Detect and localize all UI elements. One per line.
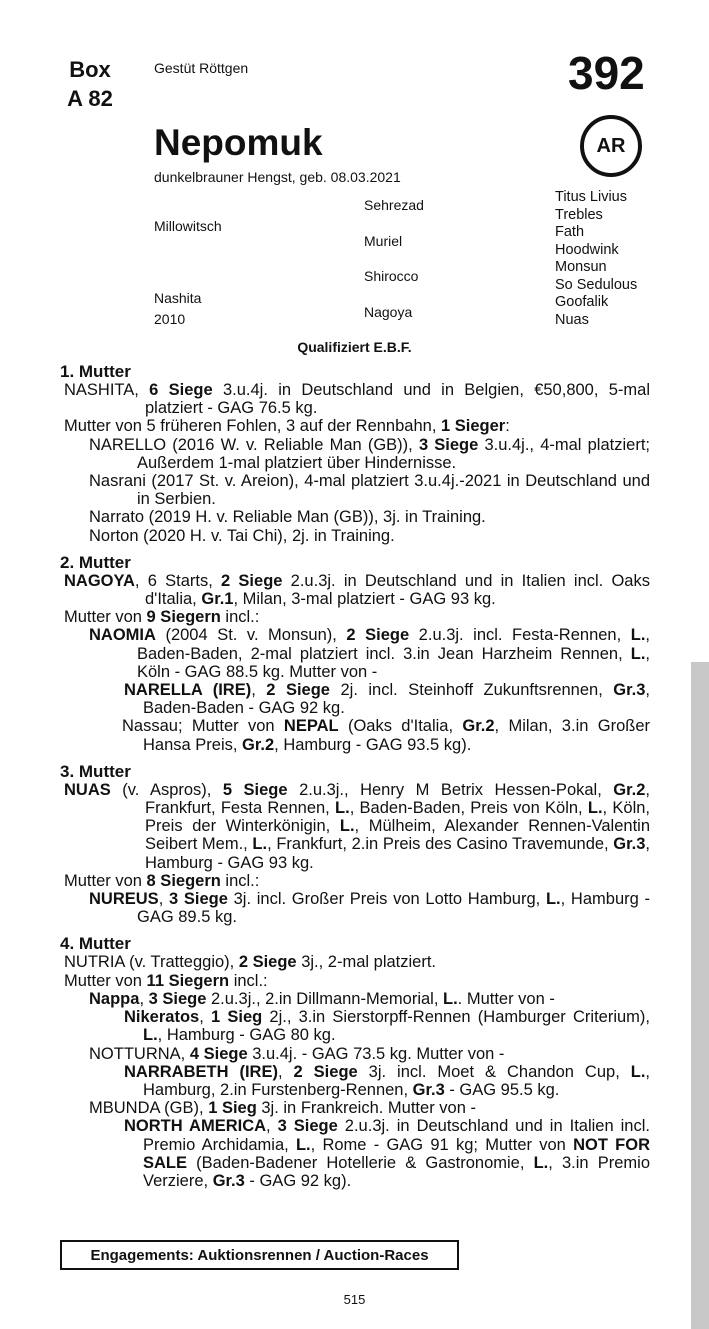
entry: MBUNDA (GB), 1 Sieg 3j. in Frankreich. Mutter von - — [89, 1099, 476, 1118]
ar-badge-icon — [580, 115, 642, 177]
engagements-box — [60, 1240, 459, 1270]
pedigree-gen2-item: Muriel — [364, 233, 403, 249]
entry: Mutter von 8 Siegern incl.: — [64, 871, 260, 890]
pedigree-gen3-item: Titus Livius — [555, 189, 627, 205]
entry: Nassau; Mutter von NEPAL (Oaks d'Italia, Gr.2, Milan, 3.in Großer Hansa Preis, Gr.2, Hamburg - GAG 93.5 kg). — [122, 717, 651, 754]
section-title: 2. Mutter — [60, 552, 131, 572]
pedigree-gen2-item: Nagoya — [364, 304, 413, 320]
ar-badge-label: AR — [596, 134, 626, 157]
pedigree-gen3 — [555, 189, 637, 329]
pedigree-gen3-item: Monsun — [555, 259, 607, 275]
entry: NAOMIA (2004 St. v. Monsun), 2 Siege 2.u.3j. incl. Festa-Rennen, L., Baden-Baden, 2-mal platziert incl. 3.in Jean Harzheim Rennen, L., Köln - GAG 88.5 kg. Mutter von - — [89, 626, 650, 681]
section-title: 1. Mutter — [60, 362, 131, 381]
entry: NAGOYA, 6 Starts, 2 Siege 2.u.3j. in Deutschland und in Italien incl. Oaks d'Italia, Gr.1, Milan, 3-mal platziert - GAG 93 kg. — [64, 571, 650, 609]
pedigree-dam: Nashita — [154, 290, 202, 306]
pedigree-gen3-item: Nuas — [555, 311, 589, 328]
section-title: 4. Mutter — [60, 934, 131, 954]
entry: NARELLO (2016 W. v. Reliable Man (GB)), 3 Siege 3.u.4j., 4-mal platziert; Außerdem 1-mal platziert über Hindernisse. — [89, 435, 650, 472]
section-first-dam — [60, 362, 650, 545]
entry: NORTH AMERICA, 3 Siege 2.u.3j. in Deutschland und in Italien incl. Premio Archidamia, L., Rome - GAG 91 kg; Mutter von NOT FOR SALE (Baden-Badener Hotellerie & Gastronomie, L., 3.in Premio Verziere, Gr.3 - GAG 92 kg). — [124, 1117, 650, 1190]
pedigree-gen2-item: Shirocco — [364, 268, 419, 284]
entry: Narrato (2019 H. v. Reliable Man (GB)), 3j. in Training. — [89, 508, 486, 527]
pedigree-gen3-item: So Sedulous — [555, 276, 638, 293]
stud-name: Gestüt Röttgen — [154, 60, 249, 76]
pedigree-gen3-item: Trebles — [555, 206, 603, 223]
scrollbar[interactable] — [691, 662, 709, 1329]
entry: Nikeratos, 1 Sieg 2j., 3.in Sierstorpff-Rennen (Hamburger Criterium), L., Hamburg - GAG 80 kg. — [124, 1008, 650, 1045]
family-sections — [60, 362, 650, 1198]
lot-number: 392 — [568, 47, 645, 99]
entry: NOTTURNA, 4 Siege 3.u.4j. - GAG 73.5 kg. Mutter von - — [89, 1044, 505, 1063]
page-number: 515 — [343, 1292, 366, 1307]
entry: NARRABETH (IRE), 2 Siege 3j. incl. Moet & Chandon Cup, L., Hamburg, 2.in Furstenberg-Rennen, Gr.3 - GAG 95.5 kg. — [124, 1062, 651, 1099]
entry: Mutter von 5 früheren Fohlen, 3 auf der Rennbahn, 1 Sieger: — [64, 417, 510, 436]
qualification-note: Qualifiziert E.B.F. — [297, 339, 412, 355]
entry: Nasrani (2017 St. v. Areion), 4-mal platziert 3.u.4j.-2021 in Deutschland und in Serbien. — [89, 472, 650, 509]
entry: NUREUS, 3 Siege 3j. incl. Großer Preis von Lotto Hamburg, L., Hamburg - GAG 89.5 kg. — [89, 890, 651, 927]
section-second-dam — [60, 553, 650, 754]
section-fourth-dam — [60, 934, 650, 1190]
entry: Mutter von 11 Siegern incl.: — [64, 971, 268, 990]
entry: NUAS (v. Aspros), 5 Siege 2.u.3j., Henry M Betrix Hessen-Pokal, Gr.2, Frankfurt, Festa Rennen, L., Baden-Baden, Preis von Köln, L., Köln, Preis der Winterkönigin, L., Mülheim, Alexander Rennen-Valentin Seibert Mem., L., Frankfurt, 2.in Preis des Casino Travemunde, Gr.3, Hamburg - GAG 93 kg. — [64, 780, 650, 872]
entry: NASHITA, 6 Siege 3.u.4j. in Deutschland und in Belgien, €50,800, 5-mal platziert - GAG 76.5 kg. — [64, 381, 650, 418]
entry: Nappa, 3 Siege 2.u.3j., 2.in Dillmann-Memorial, L.. Mutter von - — [89, 989, 555, 1008]
pedigree-gen3-item: Goofalik — [555, 294, 609, 310]
entry: NUTRIA (v. Tratteggio), 2 Siege 3j., 2-mal platziert. — [64, 953, 437, 972]
pedigree-dam-year: 2010 — [154, 311, 186, 327]
section-third-dam — [60, 762, 650, 927]
entry: Norton (2020 H. v. Tai Chi), 2j. in Training. — [89, 526, 395, 545]
section-title: 3. Mutter — [60, 761, 131, 781]
horse-description: dunkelbrauner Hengst, geb. 08.03.2021 — [154, 169, 401, 185]
pedigree-gen2-item: Sehrezad — [364, 197, 424, 213]
horse-name: Nepomuk — [154, 122, 323, 163]
engagements-label: Engagements: Auktionsrennen / Auction-Races — [90, 1246, 429, 1264]
pedigree-gen3-item: Fath — [555, 224, 585, 240]
pedigree-sire: Millowitsch — [154, 218, 222, 234]
entry: NARELLA (IRE), 2 Siege 2j. incl. Steinhoff Zukunftsrennen, Gr.3, Baden-Baden - GAG 92 kg. — [124, 681, 650, 718]
entry: Mutter von 9 Siegern incl.: — [64, 608, 260, 627]
box-number: Box A 82 — [67, 57, 113, 111]
pedigree-gen3-item: Hoodwink — [555, 241, 619, 258]
